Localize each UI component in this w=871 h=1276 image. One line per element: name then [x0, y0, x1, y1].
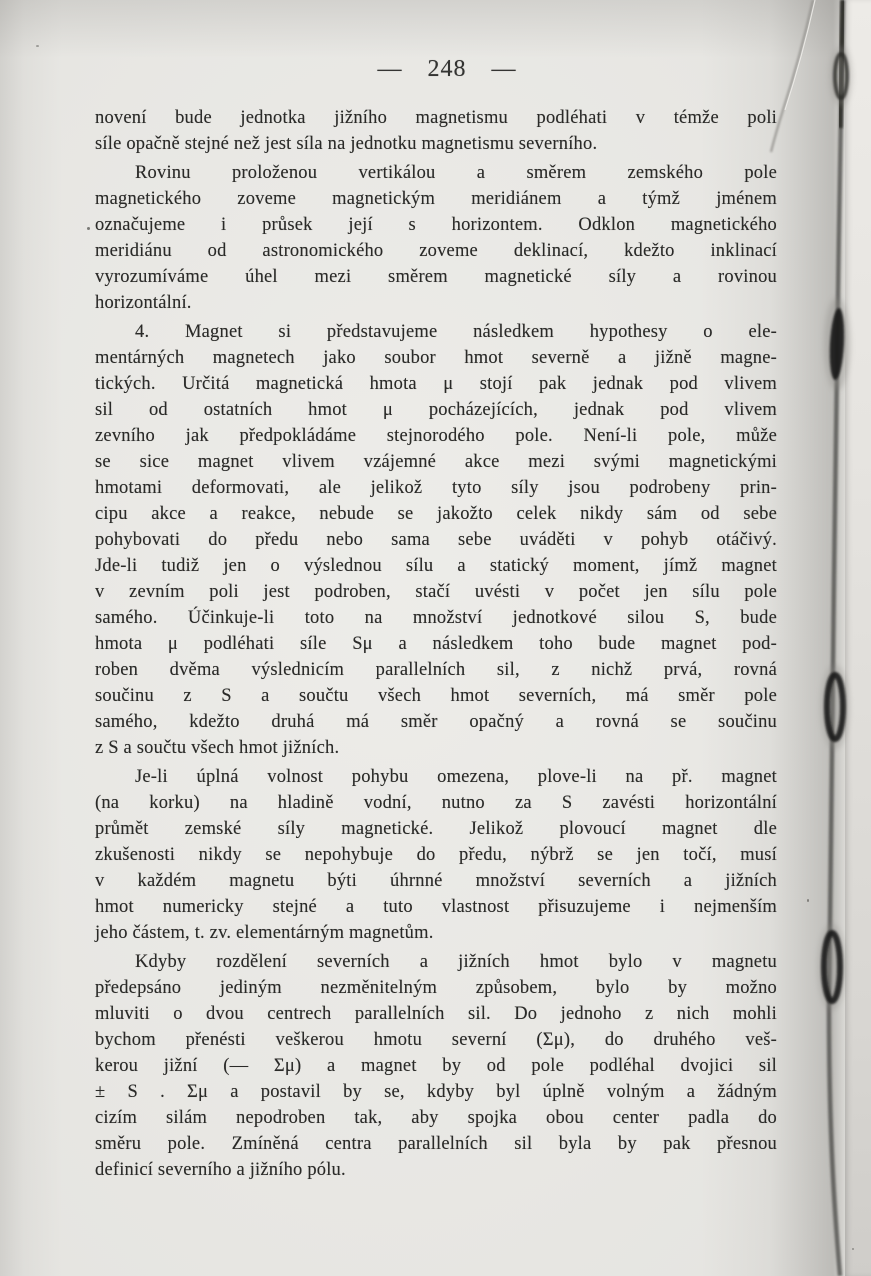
text-line: součinu z S a součtu všech hmot severních, má směr pole — [95, 686, 777, 706]
text-line: mluviti o dvou centrech parallelních sil. Do jednoho z nich mohli — [95, 1004, 777, 1024]
text-line: Jde-li tudiž jen o výslednou sílu a statický moment, jímž magnet — [95, 556, 777, 576]
paragraph — [95, 764, 777, 946]
text-line: magnetického zoveme magnetickým meridiánem a týmž jménem — [95, 189, 777, 209]
text-line: směru pole. Zmíněná centra parallelních sil byla by pak přesnou — [95, 1134, 777, 1154]
text-line: hmota μ podléhati síle Sμ a následkem toho bude magnet pod- — [95, 634, 777, 654]
text-line: samého, kdežto druhá má směr opačný a rovná se součinu — [95, 712, 777, 732]
text-line: pohybovati do předu nebo sama sebe uváděti v pohyb otáčivý. — [95, 530, 777, 550]
text-line: meridiánu od astronomického zoveme deklinací, kdežto inklinací — [95, 241, 777, 261]
text-line: novení bude jednotka jižního magnetismu podléhati v témže poli — [95, 108, 777, 128]
ink-blob — [828, 308, 846, 381]
text-line: Rovinu proloženou vertikálou a směrem zemského pole — [135, 163, 777, 183]
paragraph — [95, 160, 777, 316]
binding-edge-line — [829, 0, 843, 1276]
stitch-ring-2 — [824, 933, 840, 1001]
paragraph — [95, 105, 777, 157]
text-line: sil od ostatních hmot μ pocházejících, jednak pod vlivem — [95, 400, 777, 420]
text-line: Je-li úplná volnost pohybu omezena, plove-li na př. magnet — [135, 767, 777, 787]
text-line: (na korku) na hladině vodní, nutno za S zavésti horizontální — [95, 793, 777, 813]
text-line: ± S . Σμ a postavil by se, kdyby byl úplně volným a žádným — [95, 1082, 777, 1102]
text-line: zkušenosti nikdy se nepohybuje do předu, nýbrž se jen točí, musí — [95, 845, 777, 865]
text-line: předepsáno jediným nezměnitelným způsobem, bylo by možno — [95, 978, 777, 998]
text-line: definicí severního a jižního pólu. — [95, 1160, 346, 1180]
text-line: tických. Určitá magnetická hmota μ stojí pak jednak pod vlivem — [95, 374, 777, 394]
text-line: bychom přenésti veškerou hmotu severní (Σμ), do druhého veš- — [95, 1030, 777, 1050]
binding-edge-line-top — [840, 0, 843, 128]
ink-speck — [852, 1248, 854, 1250]
text-line: hmotami deformovati, ale jelikož tyto síly jsou podrobeny prin- — [95, 478, 777, 498]
text-line: cipu akce a reakce, nebude se jakožto celek nikdy sám od sebe — [95, 504, 777, 524]
text-line: mentárných magnetech jako soubor hmot severně a jižně magne- — [95, 348, 777, 368]
text-line: Kdyby rozdělení severních a jižních hmot bylo v magnetu — [135, 952, 777, 972]
text-line: v každém magnetu býti úhrnné množství severních a jižních — [95, 871, 777, 891]
text-block — [95, 105, 777, 1183]
text-line: roben dvěma výslednicím parallelních sil, z nichž prvá, rovná — [95, 660, 777, 680]
paragraph — [95, 319, 777, 761]
text-line: vyrozumíváme úhel mezi směrem magnetické síly a rovinou — [95, 267, 777, 287]
stitch-ring-1 — [827, 675, 843, 739]
paragraph — [95, 949, 777, 1183]
text-line: cizím silám nepodroben tak, aby spojka obou center padla do — [95, 1108, 777, 1128]
text-line: označujeme i průsek její s horizontem. Odklon magnetického — [95, 215, 777, 235]
text-line: samého. Účinkuje-li toto na množství jednotkové silou S, bude — [95, 608, 777, 628]
corner-crease-highlight — [785, 0, 815, 110]
text-line: z S a součtu všech hmot jižních. — [95, 738, 340, 758]
ink-speck — [36, 45, 39, 47]
stitch-ring-halo-2 — [818, 924, 846, 1010]
text-line: v zevním poli jest podroben, stačí uvésti v počet jen sílu pole — [95, 582, 777, 602]
adjacent-page-edge — [845, 0, 871, 1276]
page-number: — 248 — — [377, 56, 517, 82]
text-line: se sice magnet vlivem vzájemné akce mezi svými magnetickými — [95, 452, 777, 472]
text-line: hmot numericky stejné a tuto vlastnost přisuzujeme i nejmenším — [95, 897, 777, 917]
text-line: průmět zemské síly magnetické. Jelikož plovoucí magnet dle — [95, 819, 777, 839]
text-line: síle opačně stejné než jest síla na jednotku magnetismu severního. — [95, 134, 598, 154]
text-line: 4. Magnet si představujeme následkem hypothesy o ele- — [135, 322, 777, 342]
ink-speck — [807, 899, 809, 902]
ink-speck — [87, 227, 90, 230]
text-line: horizontální. — [95, 293, 192, 313]
text-line: kerou jižní (— Σμ) a magnet by od pole podléhal dvojici sil — [95, 1056, 777, 1076]
text-line: zevního jak předpokládáme stejnorodého pole. Není-li pole, může — [95, 426, 777, 446]
text-line: jeho částem, t. zv. elementárným magnetům. — [95, 923, 434, 943]
